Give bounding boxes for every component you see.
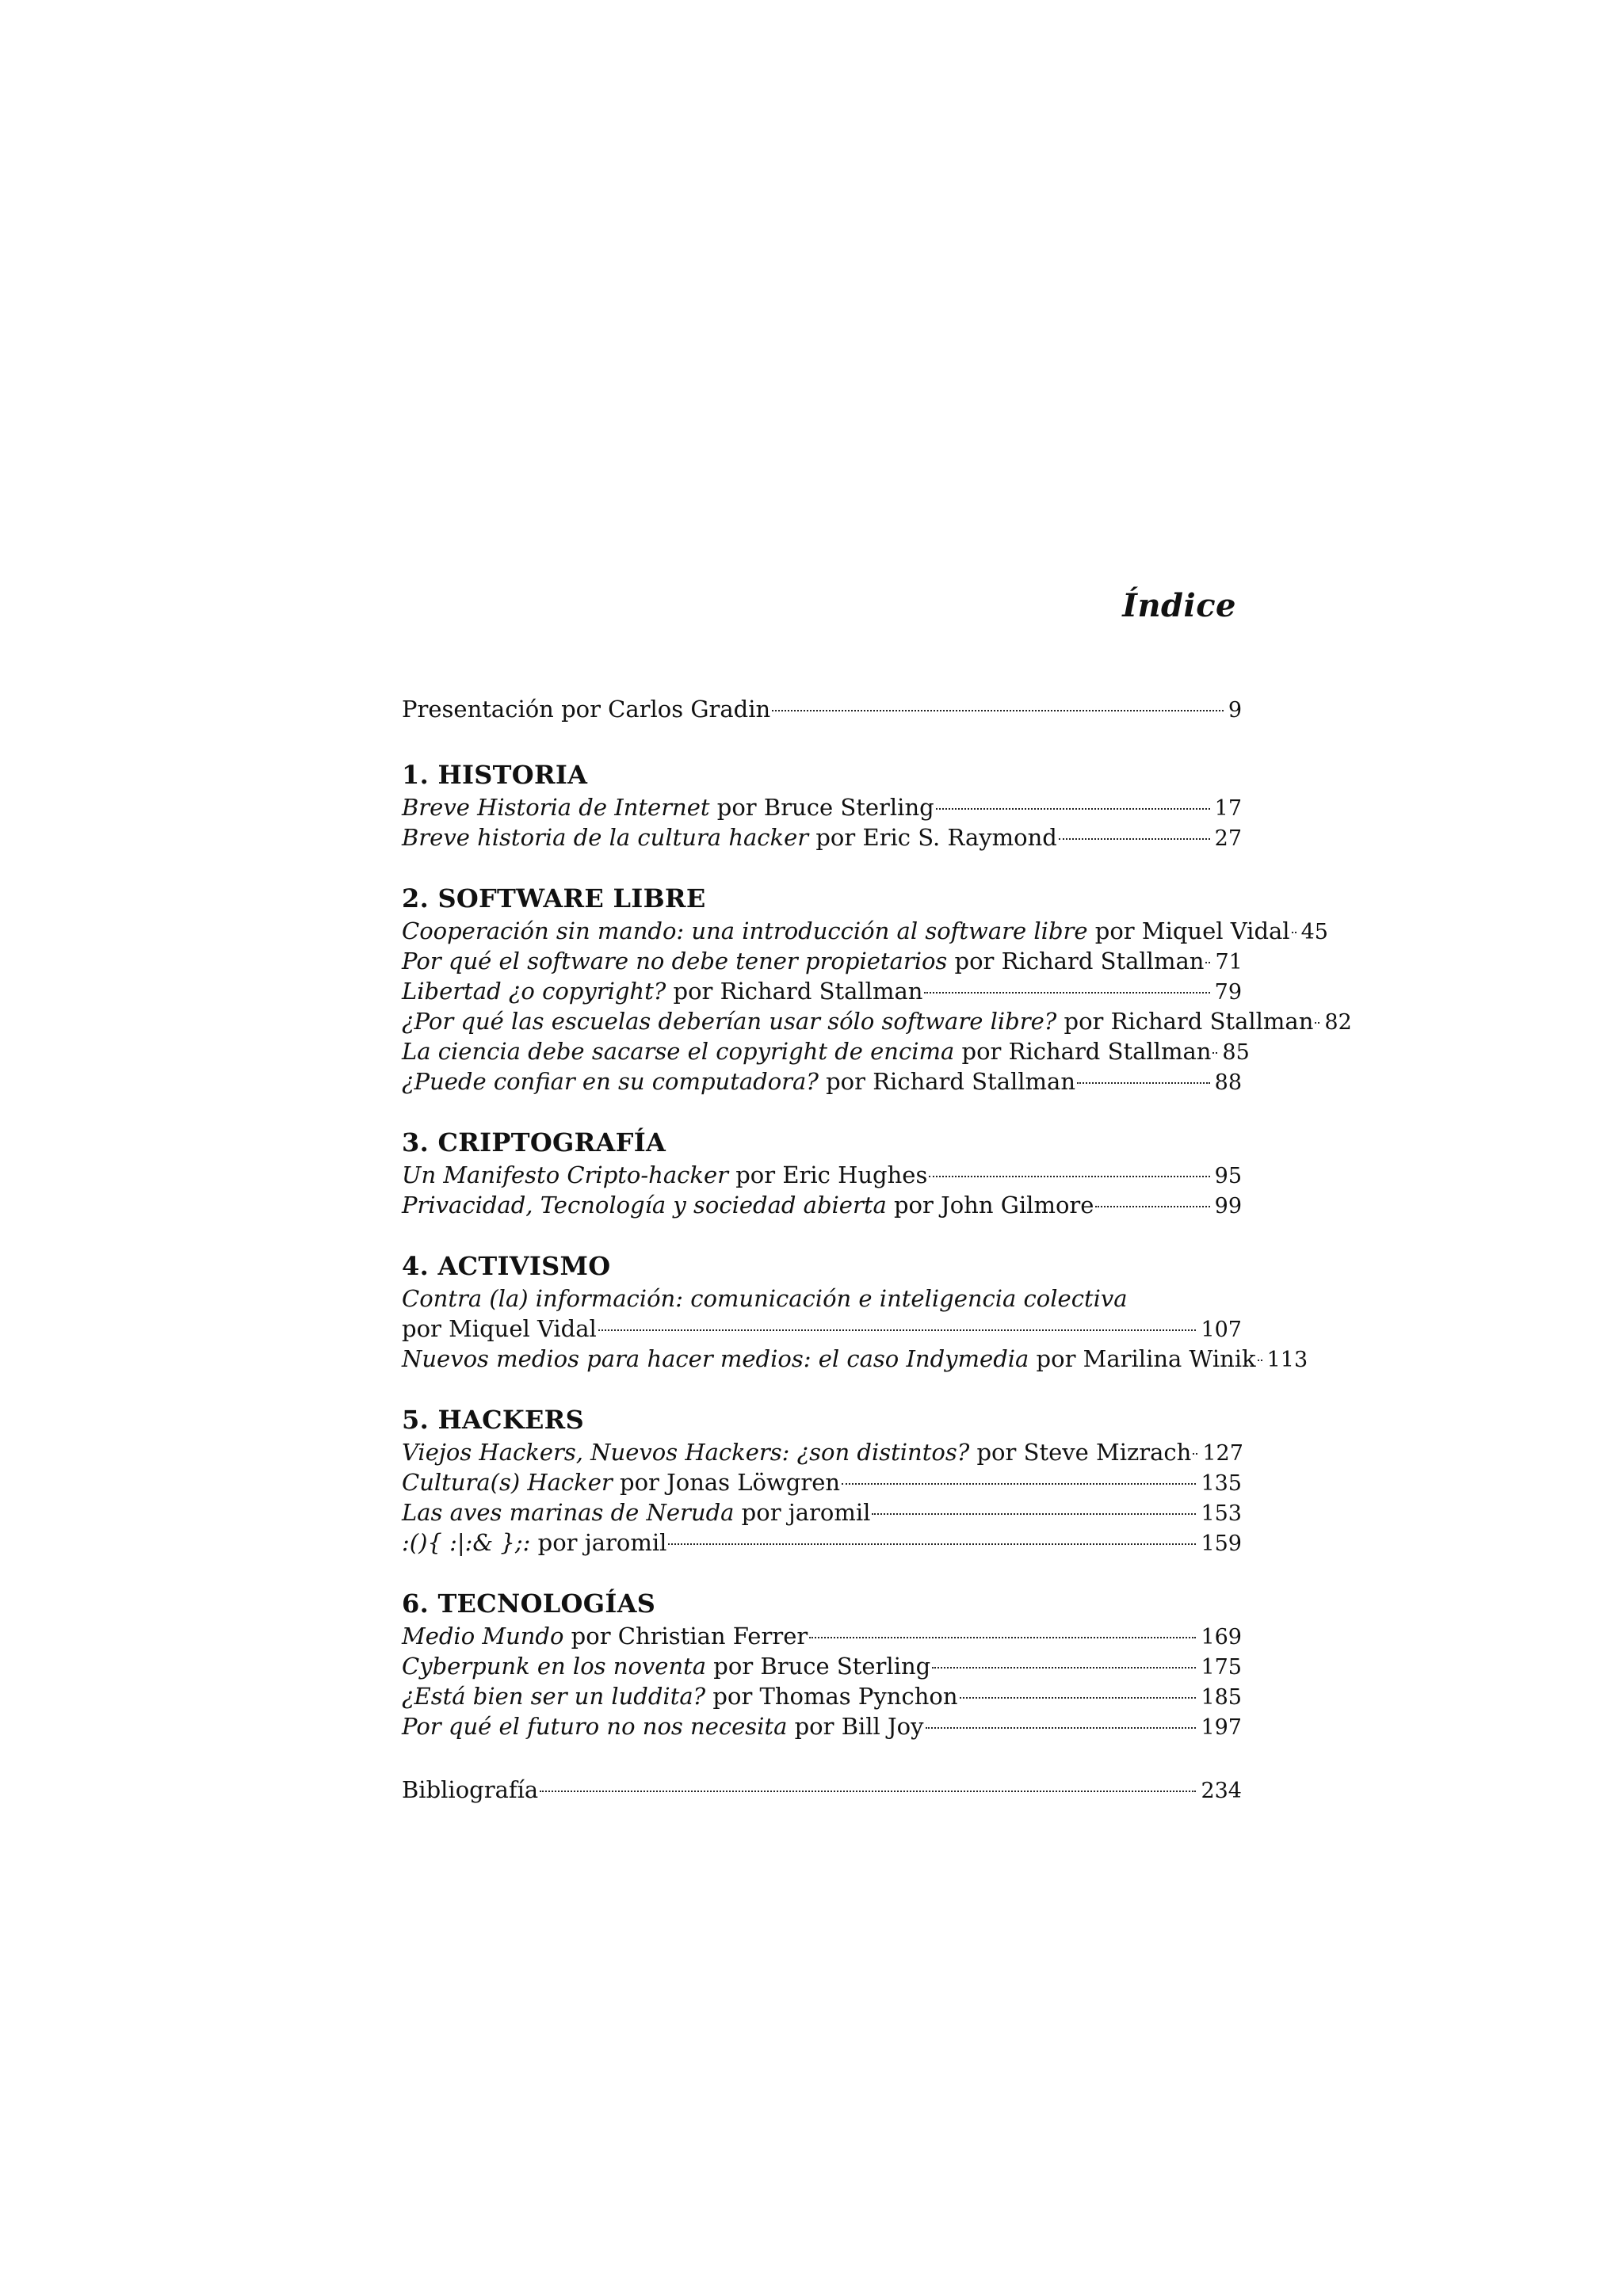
toc-page-number: 159 bbox=[1201, 1531, 1242, 1556]
toc-page-number: 175 bbox=[1201, 1655, 1242, 1680]
toc-entry[interactable] bbox=[402, 1437, 1242, 1467]
toc-entry-author: por Bruce Sterling bbox=[709, 794, 934, 821]
toc-entry-author: por Thomas Pynchon bbox=[705, 1683, 958, 1710]
toc-entry-title: :(){ :|:& };: bbox=[402, 1529, 531, 1556]
toc-page-number: 99 bbox=[1214, 1194, 1242, 1219]
toc-entry[interactable] bbox=[402, 1651, 1242, 1681]
dot-leader bbox=[1095, 1206, 1209, 1207]
dot-leader bbox=[936, 808, 1210, 810]
toc-entry-title: Medio Mundo bbox=[402, 1623, 564, 1650]
toc-entry-title: Contra (la) información: comunicación e inteligencia colectiva bbox=[402, 1285, 1128, 1312]
toc-page-number: 169 bbox=[1201, 1625, 1242, 1650]
toc-entry-author: por Steve Mizrach bbox=[969, 1439, 1192, 1466]
toc-page-number: 135 bbox=[1201, 1471, 1242, 1496]
toc-page-number: 79 bbox=[1214, 980, 1242, 1005]
toc-entry-author: por Eric Hughes bbox=[728, 1161, 928, 1188]
dot-leader bbox=[1315, 1022, 1319, 1024]
toc-page-number: 27 bbox=[1214, 826, 1242, 851]
toc-page-number: 95 bbox=[1214, 1164, 1242, 1188]
dot-leader bbox=[809, 1637, 1196, 1638]
toc-entry[interactable] bbox=[402, 916, 1328, 946]
toc-entry-author: por Richard Stallman bbox=[818, 1068, 1076, 1095]
dot-leader bbox=[1292, 932, 1296, 933]
toc-entry-title: La ciencia debe sacarse el copyright de encima bbox=[402, 1038, 955, 1065]
toc-page-number: 234 bbox=[1201, 1779, 1242, 1803]
toc-entry-title: Por qué el software no debe tener propietarios bbox=[402, 948, 948, 974]
dot-leader bbox=[1059, 838, 1210, 840]
dot-leader bbox=[929, 1176, 1209, 1177]
toc-entry-author: por Christian Ferrer bbox=[563, 1623, 808, 1650]
toc-entry-title: Un Manifesto Cripto-hacker bbox=[402, 1161, 728, 1188]
toc-entry-title: Breve Historia de Internet bbox=[402, 794, 710, 821]
toc-entry[interactable] bbox=[402, 976, 1242, 1006]
toc-entry[interactable] bbox=[402, 1036, 1250, 1066]
dot-leader bbox=[842, 1483, 1196, 1485]
toc-page-number: 107 bbox=[1201, 1318, 1242, 1342]
toc-entry-title: Viejos Hackers, Nuevos Hackers: ¿son distintos? bbox=[402, 1439, 970, 1466]
dot-leader bbox=[872, 1513, 1196, 1515]
toc-entry-text: Bibliografía bbox=[402, 1776, 539, 1803]
toc-page-number: 88 bbox=[1214, 1070, 1242, 1095]
toc-entry-author: por Richard Stallman bbox=[1056, 1008, 1314, 1035]
toc-entry-author: por Miquel Vidal bbox=[402, 1315, 597, 1342]
toc-entry[interactable] bbox=[402, 792, 1242, 822]
toc-entry[interactable] bbox=[402, 1314, 1242, 1344]
dot-leader bbox=[924, 992, 1209, 994]
toc-page-number: 9 bbox=[1228, 698, 1242, 723]
dot-leader bbox=[772, 710, 1224, 711]
dot-leader bbox=[926, 1727, 1197, 1729]
toc-entry-author: por Marilina Winik bbox=[1029, 1345, 1256, 1372]
dot-leader bbox=[960, 1697, 1197, 1699]
section-heading-historia: 1. HISTORIA bbox=[402, 760, 588, 790]
section-heading-tecnologias: 6. TECNOLOGÍAS bbox=[402, 1589, 656, 1619]
toc-entry-author: por Richard Stallman bbox=[666, 978, 923, 1005]
toc-page-number: 85 bbox=[1222, 1040, 1250, 1065]
toc-page-number: 82 bbox=[1324, 1010, 1352, 1035]
toc-entry-title: ¿Por qué las escuelas deberían usar sólo software libre? bbox=[402, 1008, 1057, 1035]
dot-leader bbox=[1258, 1360, 1262, 1361]
section-heading-software-libre: 2. SOFTWARE LIBRE bbox=[402, 883, 706, 913]
section-heading-activismo: 4. ACTIVISMO bbox=[402, 1251, 611, 1281]
toc-entry-title: Breve historia de la cultura hacker bbox=[402, 824, 809, 851]
toc-entry-author: por Miquel Vidal bbox=[1087, 917, 1290, 944]
toc-entry-author: por jaromil bbox=[734, 1499, 871, 1526]
dot-leader bbox=[598, 1329, 1197, 1331]
toc-entry[interactable] bbox=[402, 1066, 1242, 1097]
toc-entry[interactable] bbox=[402, 1527, 1242, 1558]
toc-entry[interactable] bbox=[402, 1497, 1242, 1527]
toc-entry-author: por jaromil bbox=[530, 1529, 667, 1556]
toc-entry[interactable] bbox=[402, 1681, 1242, 1711]
dot-leader bbox=[1212, 1052, 1217, 1054]
toc-entry-author: por Bill Joy bbox=[787, 1713, 924, 1740]
section-heading-criptografia: 3. CRIPTOGRAFÍA bbox=[402, 1127, 666, 1158]
dot-leader bbox=[1077, 1082, 1210, 1084]
page-title: Índice bbox=[1122, 587, 1236, 624]
toc-page-number: 197 bbox=[1201, 1715, 1242, 1740]
toc-entry-author: por Eric S. Raymond bbox=[808, 824, 1057, 851]
toc-entry-author: por John Gilmore bbox=[886, 1192, 1094, 1219]
toc-entry-title: Privacidad, Tecnología y sociedad abierta bbox=[402, 1192, 887, 1219]
toc-page-number: 113 bbox=[1266, 1348, 1308, 1372]
toc-entry[interactable] bbox=[402, 1006, 1352, 1036]
toc-page-number: 17 bbox=[1214, 796, 1242, 821]
toc-page-number: 185 bbox=[1201, 1685, 1242, 1710]
toc-entry-title: ¿Puede confiar en su computadora? bbox=[402, 1068, 819, 1095]
toc-entry-bibliography[interactable] bbox=[402, 1775, 1242, 1805]
toc-entry[interactable] bbox=[402, 1344, 1308, 1374]
toc-entry[interactable] bbox=[402, 1711, 1242, 1741]
toc-entry[interactable] bbox=[402, 1160, 1242, 1190]
toc-entry-author: por Bruce Sterling bbox=[706, 1653, 931, 1680]
toc-entry[interactable] bbox=[402, 1190, 1242, 1220]
toc-entry-author: por Jonas Löwgren bbox=[612, 1469, 841, 1496]
toc-entry-title: Las aves marinas de Neruda bbox=[402, 1499, 735, 1526]
dot-leader bbox=[1205, 962, 1210, 963]
toc-entry-author: por Richard Stallman bbox=[954, 1038, 1212, 1065]
toc-entry-title: Libertad ¿o copyright? bbox=[402, 978, 666, 1005]
toc-page-number: 153 bbox=[1201, 1501, 1242, 1526]
toc-entry-title: Cooperación sin mando: una introducción al software libre bbox=[402, 917, 1088, 944]
table-of-contents bbox=[402, 694, 1352, 1805]
toc-entry-title: Nuevos medios para hacer medios: el caso Indymedia bbox=[402, 1345, 1029, 1372]
toc-entry[interactable] bbox=[402, 822, 1242, 852]
toc-page-number: 127 bbox=[1202, 1441, 1243, 1466]
dot-leader bbox=[668, 1543, 1196, 1545]
toc-entry-title: ¿Está bien ser un luddita? bbox=[402, 1683, 706, 1710]
section-heading-hackers: 5. HACKERS bbox=[402, 1405, 584, 1435]
toc-entry-author: por Richard Stallman bbox=[947, 948, 1205, 974]
toc-entry[interactable] bbox=[402, 1467, 1242, 1497]
dot-leader bbox=[540, 1791, 1196, 1792]
toc-entry-title: Cultura(s) Hacker bbox=[402, 1469, 613, 1496]
toc-entry[interactable] bbox=[402, 946, 1242, 976]
toc-page-number: 45 bbox=[1300, 920, 1328, 944]
toc-entry[interactable] bbox=[402, 1621, 1242, 1651]
dot-leader bbox=[932, 1667, 1196, 1669]
toc-entry-title-line[interactable] bbox=[402, 1283, 1242, 1314]
toc-entry-presentation[interactable] bbox=[402, 694, 1242, 724]
toc-entry-title: Cyberpunk en los noventa bbox=[402, 1653, 707, 1680]
dot-leader bbox=[1193, 1453, 1197, 1455]
toc-entry-text: Presentación por Carlos Gradin bbox=[402, 696, 771, 723]
toc-entry-title: Por qué el futuro no nos necesita bbox=[402, 1713, 788, 1740]
toc-page-number: 71 bbox=[1215, 950, 1243, 974]
